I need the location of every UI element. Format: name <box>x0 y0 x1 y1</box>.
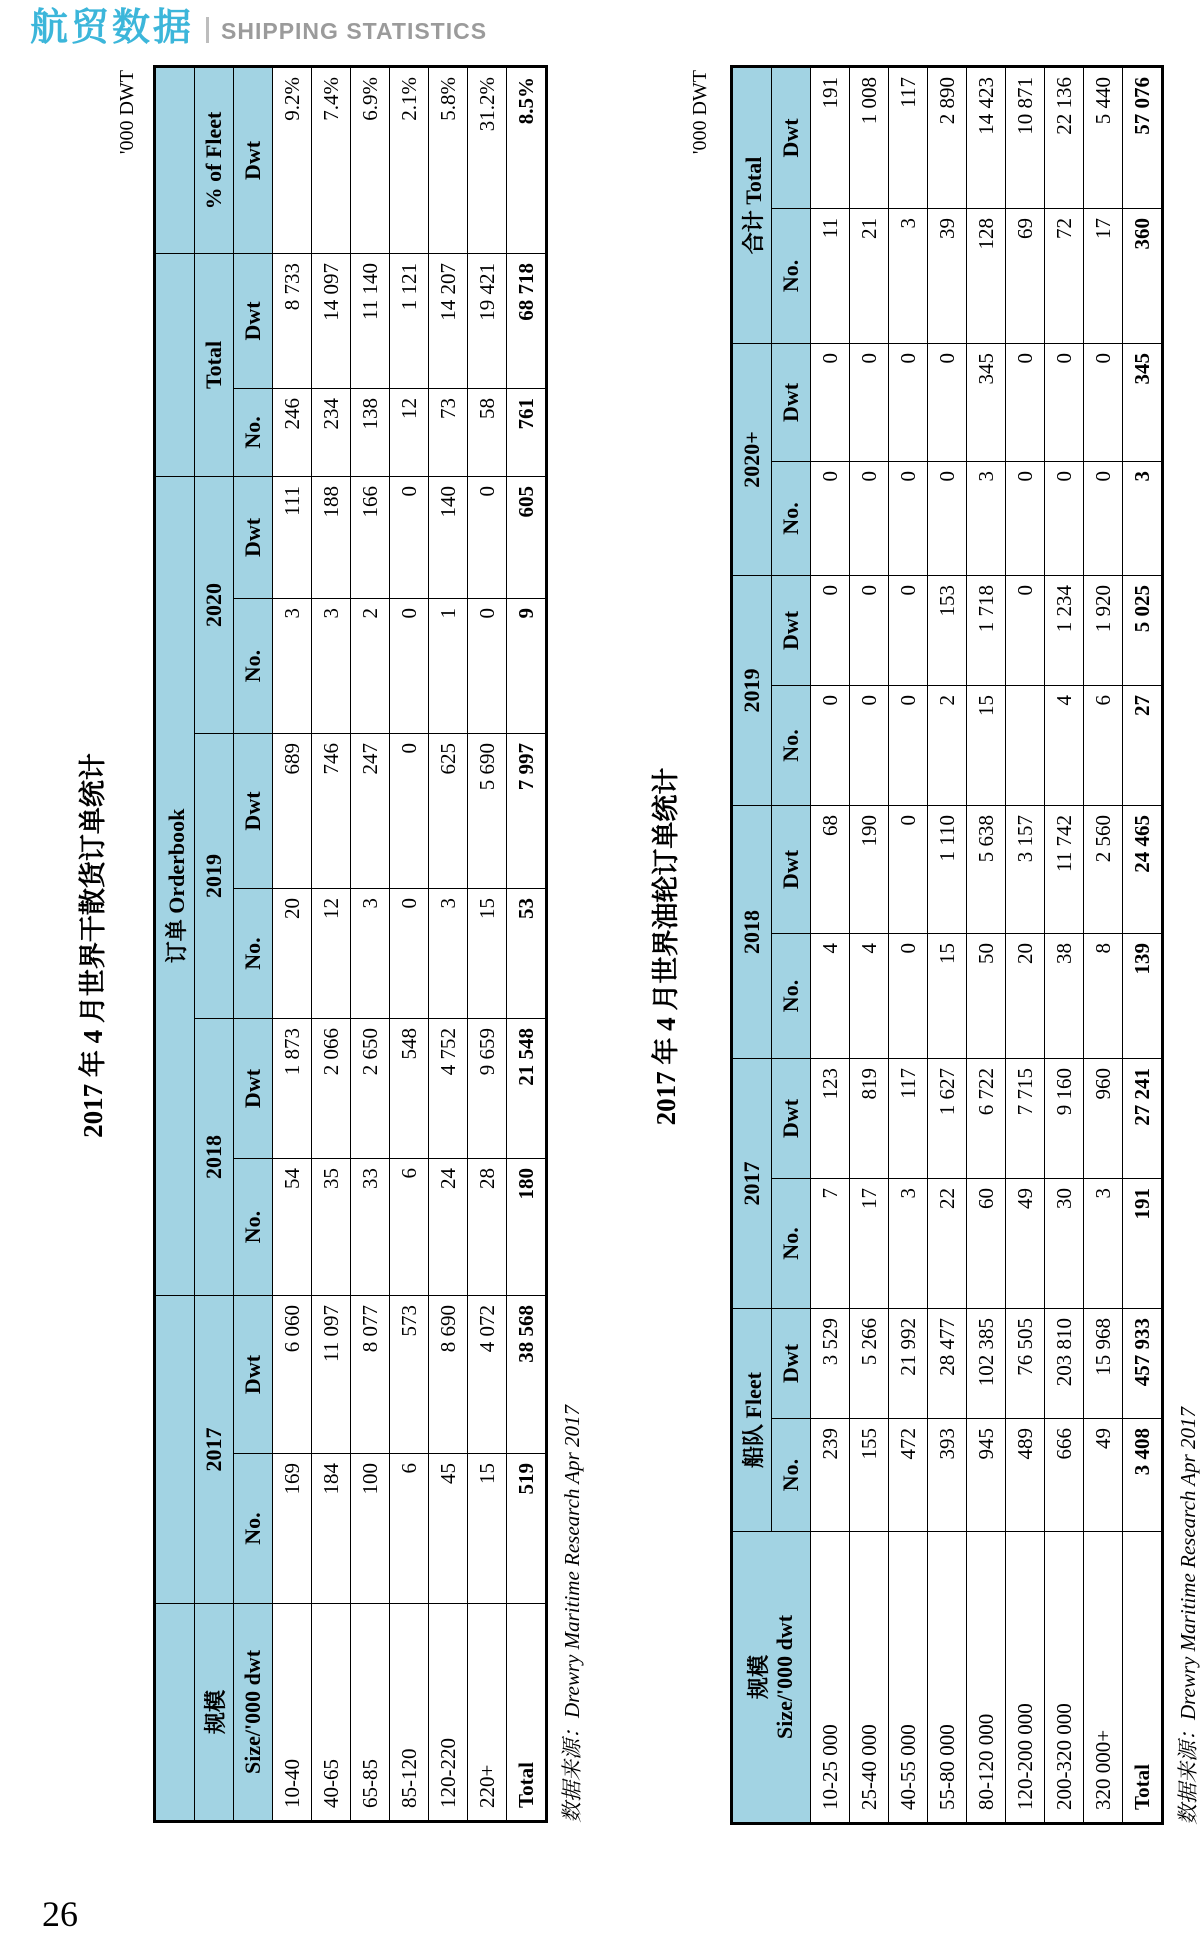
data-cell: 7 715 <box>1006 1058 1045 1178</box>
page-number: 26 <box>42 1894 78 1934</box>
data-cell: 4 072 <box>468 1296 507 1454</box>
data-cell: 0 <box>1006 575 1045 685</box>
year-2020plus-header: 2020+ <box>732 343 772 575</box>
data-cell: 180 <box>507 1159 547 1296</box>
data-cell: 11 140 <box>351 253 390 388</box>
tanker-orderbook-table <box>730 65 1164 1825</box>
data-cell: 27 <box>1123 685 1163 805</box>
no-header: No. <box>234 388 273 476</box>
data-cell: 4 <box>850 933 889 1058</box>
data-cell: 10 871 <box>1006 66 1045 208</box>
dwt-header: Dwt <box>772 805 811 933</box>
data-cell: 15 <box>468 889 507 1019</box>
size-header <box>732 1532 811 1824</box>
data-cell: 190 <box>850 805 889 933</box>
row-label: 85-120 <box>390 1604 429 1822</box>
data-cell: 38 <box>1045 933 1084 1058</box>
size-header-en: Size/'000 dwt <box>234 1604 273 1822</box>
table-row <box>967 66 1006 1823</box>
data-cell: 0 <box>390 734 429 889</box>
no-header: No. <box>772 933 811 1058</box>
drybulk-orderbook-table <box>153 65 548 1823</box>
tanker-table-title: 2017 年 4 月世界油轮订单统计 <box>651 767 681 1126</box>
row-label: 120-220 <box>429 1604 468 1822</box>
data-cell: 21 <box>850 208 889 343</box>
table-row <box>1123 66 1163 1823</box>
table-row <box>928 66 967 1823</box>
data-cell: 6 <box>1084 685 1123 805</box>
data-cell: 7 <box>811 1178 850 1308</box>
tanker-source-note: 数据来源：Drewry Maritime Research Apr 2017 <box>1176 1406 1200 1825</box>
data-cell: 0 <box>850 343 889 461</box>
data-cell: 35 <box>312 1159 351 1296</box>
data-cell: 12 <box>312 889 351 1019</box>
dwt-header: Dwt <box>772 1308 811 1418</box>
data-cell: 2 066 <box>312 1019 351 1159</box>
data-cell: 2 890 <box>928 66 967 208</box>
data-cell: 0 <box>468 599 507 734</box>
data-cell: 0 <box>889 805 928 933</box>
table-row <box>811 66 850 1823</box>
data-cell: 60 <box>967 1178 1006 1308</box>
data-cell: 53 <box>507 889 547 1019</box>
data-cell: 1 121 <box>390 253 429 388</box>
size-header-en: Size/'000 dwt <box>771 1614 797 1740</box>
data-cell: 0 <box>390 476 429 598</box>
data-cell: 6 060 <box>273 1296 312 1454</box>
data-cell: 30 <box>1045 1178 1084 1308</box>
data-cell: 22 <box>928 1178 967 1308</box>
dwt-header: Dwt <box>772 66 811 208</box>
drybulk-unit-label: '000 DWT <box>116 70 138 155</box>
data-cell: 169 <box>273 1454 312 1604</box>
data-cell: 7.4% <box>312 66 351 253</box>
data-cell: 28 <box>468 1159 507 1296</box>
corner-cell <box>155 1604 195 1822</box>
data-cell: 14 097 <box>312 253 351 388</box>
data-cell: 19 421 <box>468 253 507 388</box>
data-cell: 5.8% <box>429 66 468 253</box>
data-cell: 45 <box>429 1454 468 1604</box>
data-cell: 11 097 <box>312 1296 351 1454</box>
row-label: 55-80 000 <box>928 1532 967 1824</box>
pct-fleet-header: % of Fleet <box>195 66 234 253</box>
data-cell: 140 <box>429 476 468 598</box>
data-cell: 0 <box>850 461 889 575</box>
row-label: Total <box>1123 1532 1163 1824</box>
table-row <box>390 66 429 1821</box>
dwt-header: Dwt <box>772 575 811 685</box>
data-cell: 345 <box>967 343 1006 461</box>
table-row <box>507 66 547 1821</box>
data-cell: 8 690 <box>429 1296 468 1454</box>
data-cell: 54 <box>273 1159 312 1296</box>
no-header: No. <box>234 889 273 1019</box>
dwt-header: Dwt <box>234 253 273 388</box>
data-cell: 9 659 <box>468 1019 507 1159</box>
data-cell: 945 <box>967 1419 1006 1532</box>
data-cell: 2 560 <box>1084 805 1123 933</box>
data-cell: 58 <box>468 388 507 476</box>
data-cell: 8 733 <box>273 253 312 388</box>
year-2019-header: 2019 <box>732 575 772 805</box>
data-cell: 28 477 <box>928 1308 967 1418</box>
data-cell: 573 <box>390 1296 429 1454</box>
data-cell: 8.5% <box>507 66 547 253</box>
data-cell: 14 423 <box>967 66 1006 208</box>
data-cell: 27 241 <box>1123 1058 1163 1178</box>
data-cell: 0 <box>1084 343 1123 461</box>
drybulk-source-note: 数据来源：Drewry Maritime Research Apr 2017 <box>560 1404 584 1823</box>
data-cell: 393 <box>928 1419 967 1532</box>
data-cell: 11 <box>811 208 850 343</box>
data-cell: 5 025 <box>1123 575 1163 685</box>
data-cell: 1 234 <box>1045 575 1084 685</box>
row-label: Total <box>507 1604 547 1822</box>
data-cell: 1 873 <box>273 1019 312 1159</box>
no-header: No. <box>772 461 811 575</box>
data-cell: 1 110 <box>928 805 967 933</box>
data-cell: 2.1% <box>390 66 429 253</box>
data-cell: 746 <box>312 734 351 889</box>
logo-divider <box>206 17 209 43</box>
data-cell: 0 <box>468 476 507 598</box>
no-header: No. <box>772 208 811 343</box>
data-cell: 20 <box>1006 933 1045 1058</box>
data-cell: 22 136 <box>1045 66 1084 208</box>
data-cell: 6 <box>390 1159 429 1296</box>
row-label: 120-200 000 <box>1006 1532 1045 1824</box>
data-cell: 138 <box>351 388 390 476</box>
data-cell: 50 <box>967 933 1006 1058</box>
data-cell: 8 077 <box>351 1296 390 1454</box>
table-row <box>1006 66 1045 1823</box>
tanker-unit-label: '000 DWT <box>689 70 711 155</box>
data-cell: 38 568 <box>507 1296 547 1454</box>
no-header: No. <box>772 685 811 805</box>
data-cell: 6.9% <box>351 66 390 253</box>
data-cell: 7 997 <box>507 734 547 889</box>
data-cell: 666 <box>1045 1419 1084 1532</box>
row-label: 40-55 000 <box>889 1532 928 1824</box>
dwt-header: Dwt <box>234 66 273 253</box>
data-cell: 21 548 <box>507 1019 547 1159</box>
data-cell <box>1006 685 1045 805</box>
table-row <box>312 66 351 1821</box>
data-cell: 548 <box>390 1019 429 1159</box>
data-cell: 234 <box>312 388 351 476</box>
data-cell: 0 <box>850 685 889 805</box>
data-cell: 0 <box>811 343 850 461</box>
data-cell: 5 266 <box>850 1308 889 1418</box>
data-cell: 3 <box>429 889 468 1019</box>
magazine-logo: 航贸数据 <box>30 7 195 49</box>
total-group-header: Total <box>195 253 234 476</box>
size-header-cn: 规模 <box>745 1655 771 1700</box>
data-cell: 605 <box>507 476 547 598</box>
data-cell: 3 <box>273 599 312 734</box>
data-cell: 2 <box>351 599 390 734</box>
data-cell: 111 <box>273 476 312 598</box>
data-cell: 72 <box>1045 208 1084 343</box>
data-cell: 1 <box>429 599 468 734</box>
year-2017-header: 2017 <box>732 1058 772 1308</box>
data-cell: 3 <box>312 599 351 734</box>
data-cell: 15 <box>967 685 1006 805</box>
data-cell: 15 968 <box>1084 1308 1123 1418</box>
data-cell: 3 <box>889 208 928 343</box>
table-row <box>351 66 390 1821</box>
data-cell: 1 627 <box>928 1058 967 1178</box>
data-cell: 155 <box>850 1419 889 1532</box>
data-cell: 73 <box>429 388 468 476</box>
data-cell: 625 <box>429 734 468 889</box>
empty-group-cell <box>155 66 195 253</box>
data-cell: 39 <box>928 208 967 343</box>
data-cell: 0 <box>889 461 928 575</box>
row-label: 25-40 000 <box>850 1532 889 1824</box>
data-cell: 9 <box>507 599 547 734</box>
data-cell: 69 <box>1006 208 1045 343</box>
row-label: 65-85 <box>351 1604 390 1822</box>
data-cell: 11 742 <box>1045 805 1084 933</box>
data-cell: 4 <box>811 933 850 1058</box>
data-cell: 761 <box>507 388 547 476</box>
row-label: 220+ <box>468 1604 507 1822</box>
data-cell: 15 <box>928 933 967 1058</box>
data-cell: 472 <box>889 1419 928 1532</box>
data-cell: 14 207 <box>429 253 468 388</box>
data-cell: 4 752 <box>429 1019 468 1159</box>
data-cell: 153 <box>928 575 967 685</box>
dwt-header: Dwt <box>772 343 811 461</box>
year-2019-header: 2019 <box>195 734 234 1019</box>
row-label: 10-40 <box>273 1604 312 1822</box>
data-cell: 68 <box>811 805 850 933</box>
data-cell: 3 529 <box>811 1308 850 1418</box>
data-cell: 0 <box>390 889 429 1019</box>
data-cell: 15 <box>468 1454 507 1604</box>
dwt-header: Dwt <box>772 1058 811 1178</box>
data-cell: 184 <box>312 1454 351 1604</box>
data-cell: 191 <box>811 66 850 208</box>
data-cell: 3 <box>1084 1178 1123 1308</box>
orderbook-group-header: 订单 Orderbook <box>155 476 195 1295</box>
data-cell: 3 157 <box>1006 805 1045 933</box>
no-header: No. <box>234 1159 273 1296</box>
data-cell: 203 810 <box>1045 1308 1084 1418</box>
total-group-header: 合计 Total <box>732 66 772 343</box>
data-cell: 3 <box>967 461 1006 575</box>
table-row <box>273 66 312 1821</box>
row-label: 80-120 000 <box>967 1532 1006 1824</box>
data-cell: 0 <box>811 685 850 805</box>
data-cell: 57 076 <box>1123 66 1163 208</box>
data-cell: 17 <box>850 1178 889 1308</box>
data-cell: 1 008 <box>850 66 889 208</box>
data-cell: 239 <box>811 1419 850 1532</box>
data-cell: 24 <box>429 1159 468 1296</box>
year-2020-header: 2020 <box>195 476 234 733</box>
data-cell: 457 933 <box>1123 1308 1163 1418</box>
data-cell: 0 <box>928 343 967 461</box>
data-cell: 0 <box>1045 343 1084 461</box>
data-cell: 0 <box>811 575 850 685</box>
data-cell: 49 <box>1006 1178 1045 1308</box>
data-cell: 246 <box>273 388 312 476</box>
drybulk-table-title: 2017 年 4 月世界干散货订单统计 <box>78 753 108 1138</box>
data-cell: 489 <box>1006 1419 1045 1532</box>
data-cell: 360 <box>1123 208 1163 343</box>
data-cell: 0 <box>1084 461 1123 575</box>
table-row <box>468 66 507 1821</box>
data-cell: 2 650 <box>351 1019 390 1159</box>
data-cell: 31.2% <box>468 66 507 253</box>
data-cell: 12 <box>390 388 429 476</box>
data-cell: 0 <box>889 343 928 461</box>
drybulk-table-block <box>75 68 586 1823</box>
data-cell: 100 <box>351 1454 390 1604</box>
data-cell: 17 <box>1084 208 1123 343</box>
year-2018-header: 2018 <box>732 805 772 1058</box>
dwt-header: Dwt <box>234 1296 273 1454</box>
data-cell: 0 <box>1006 343 1045 461</box>
section-title: SHIPPING STATISTICS <box>221 18 488 44</box>
data-cell: 102 385 <box>967 1308 1006 1418</box>
empty-group-cell <box>155 1296 195 1604</box>
data-cell: 0 <box>889 933 928 1058</box>
data-cell: 0 <box>1006 461 1045 575</box>
data-cell: 166 <box>351 476 390 598</box>
data-cell: 191 <box>1123 1178 1163 1308</box>
data-cell: 68 718 <box>507 253 547 388</box>
data-cell: 2 <box>928 685 967 805</box>
data-cell: 689 <box>273 734 312 889</box>
row-label: 200-320 000 <box>1045 1532 1084 1824</box>
data-cell: 0 <box>811 461 850 575</box>
data-cell: 8 <box>1084 933 1123 1058</box>
data-cell: 49 <box>1084 1419 1123 1532</box>
data-cell: 3 408 <box>1123 1419 1163 1532</box>
row-label: 10-25 000 <box>811 1532 850 1824</box>
data-cell: 123 <box>811 1058 850 1178</box>
table-row <box>889 66 928 1823</box>
header-year-row <box>195 66 234 1821</box>
row-label: 40-65 <box>312 1604 351 1822</box>
masthead <box>30 6 487 50</box>
data-cell: 128 <box>967 208 1006 343</box>
data-cell: 1 718 <box>967 575 1006 685</box>
header-group-row <box>155 66 195 1821</box>
dwt-header: Dwt <box>234 1019 273 1159</box>
data-cell: 0 <box>889 575 928 685</box>
data-cell: 0 <box>850 575 889 685</box>
data-cell: 9.2% <box>273 66 312 253</box>
data-cell: 519 <box>507 1454 547 1604</box>
no-header: No. <box>234 1454 273 1604</box>
header-group-row <box>732 66 772 1823</box>
table-row <box>429 66 468 1821</box>
dwt-header: Dwt <box>234 476 273 598</box>
data-cell: 33 <box>351 1159 390 1296</box>
header-sub-row <box>234 66 273 1821</box>
data-cell: 24 465 <box>1123 805 1163 933</box>
year-2017-header: 2017 <box>195 1296 234 1604</box>
data-cell: 960 <box>1084 1058 1123 1178</box>
data-cell: 5 440 <box>1084 66 1123 208</box>
data-cell: 5 638 <box>967 805 1006 933</box>
no-header: No. <box>772 1178 811 1308</box>
data-cell: 345 <box>1123 343 1163 461</box>
data-cell: 139 <box>1123 933 1163 1058</box>
empty-group-cell <box>155 253 195 476</box>
data-cell: 117 <box>889 66 928 208</box>
data-cell: 5 690 <box>468 734 507 889</box>
data-cell: 0 <box>928 461 967 575</box>
data-cell: 4 <box>1045 685 1084 805</box>
data-cell: 21 992 <box>889 1308 928 1418</box>
tanker-table-block <box>648 68 1200 1825</box>
year-2018-header: 2018 <box>195 1019 234 1296</box>
table-row <box>1084 66 1123 1823</box>
data-cell: 0 <box>390 599 429 734</box>
no-header: No. <box>772 1419 811 1532</box>
fleet-group-header: 船队 Fleet <box>732 1308 772 1531</box>
dwt-header: Dwt <box>234 734 273 889</box>
data-cell: 188 <box>312 476 351 598</box>
data-cell: 0 <box>1045 461 1084 575</box>
data-cell: 819 <box>850 1058 889 1178</box>
data-cell: 1 920 <box>1084 575 1123 685</box>
data-cell: 76 505 <box>1006 1308 1045 1418</box>
size-header-cn: 规模 <box>195 1604 234 1822</box>
data-cell: 3 <box>889 1178 928 1308</box>
table-row <box>1045 66 1084 1823</box>
data-cell: 3 <box>1123 461 1163 575</box>
data-cell: 247 <box>351 734 390 889</box>
data-cell: 117 <box>889 1058 928 1178</box>
table-row <box>850 66 889 1823</box>
data-cell: 0 <box>889 685 928 805</box>
row-label: 320 000+ <box>1084 1532 1123 1824</box>
data-cell: 20 <box>273 889 312 1019</box>
data-cell: 3 <box>351 889 390 1019</box>
data-cell: 6 <box>390 1454 429 1604</box>
no-header: No. <box>234 599 273 734</box>
data-cell: 9 160 <box>1045 1058 1084 1178</box>
data-cell: 6 722 <box>967 1058 1006 1178</box>
